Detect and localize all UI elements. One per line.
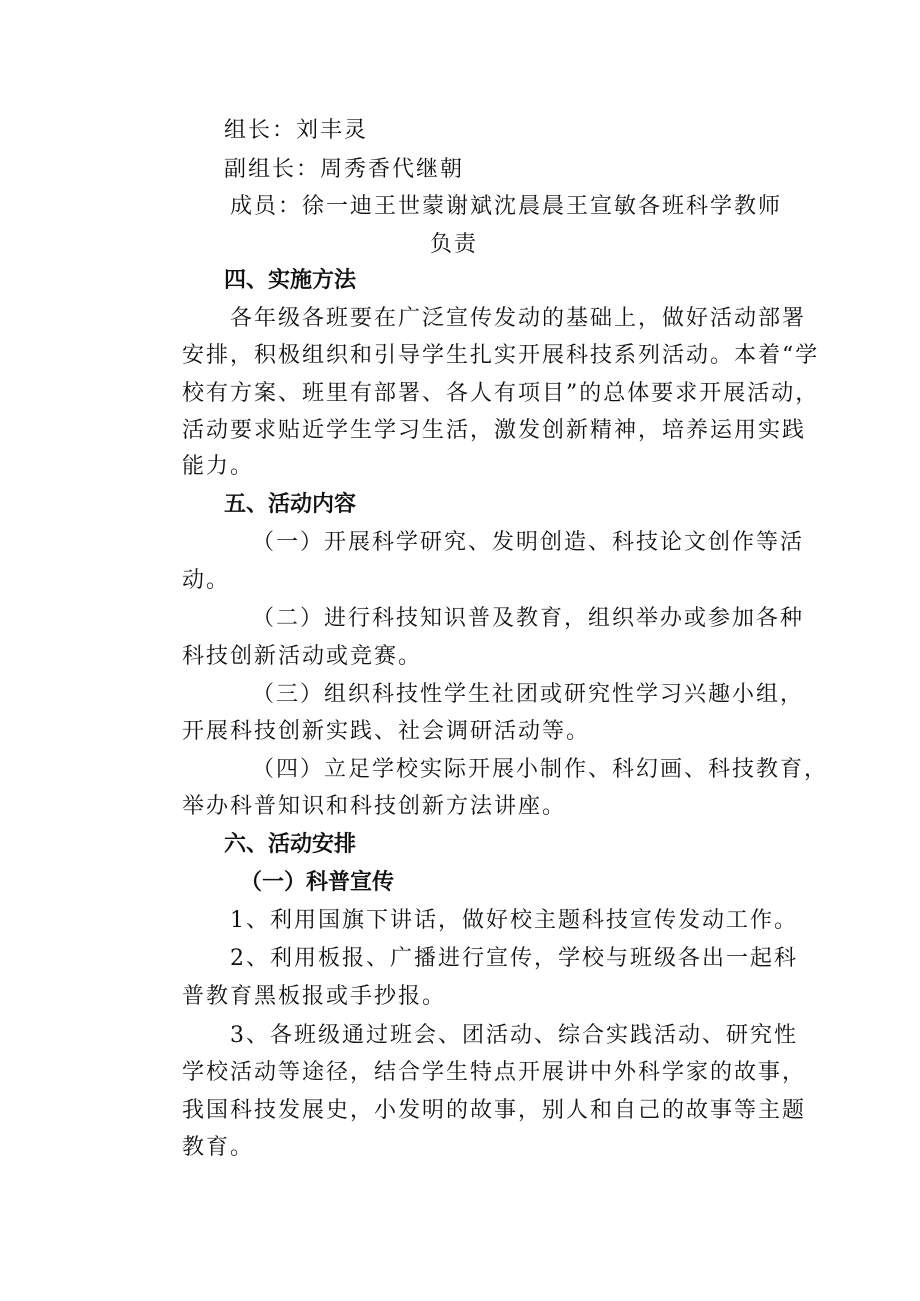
section-6-item-line: 2、利用板报、广播进行宣传，学校与班级各出一起科 [230,946,798,971]
members-line-1: 成员：徐一迪王世蒙谢斌沈晨晨王宣敏各班科学教师 [230,194,783,219]
section-5-item-line: 开展科技创新实践、社会调研活动等。 [182,719,591,744]
section-5-heading: 五、活动内容 [224,492,357,517]
section-6-item-line: 教育。 [182,1135,255,1160]
section-5-item-line: 举办科普知识和科技创新方法讲座。 [182,794,567,819]
members-line-2: 负责 [430,232,479,257]
section-6-item-line: 3、各班级通过班会、团活动、综合实践活动、研究性 [230,1023,798,1048]
section-6-item-line: 我国科技发展史，小发明的故事，别人和自己的故事等主题 [182,1098,807,1123]
section-5-item-line: 动。 [182,568,231,593]
section-4-heading: 四、实施方法 [224,268,357,293]
leader-line: 组长：刘丰灵 [224,118,369,143]
section-4-paragraph-line: 各年级各班要在广泛宣传发动的基础上，做好活动部署 [230,306,807,331]
section-4-paragraph-line: 能力。 [182,454,255,479]
section-6-item-line: 普教育黑板报或手抄报。 [182,984,447,1009]
section-6-item-line: 学校活动等途径，结合学生特点开展讲中外科学家的故事， [182,1060,807,1085]
section-5-item-line: 科技创新活动或竞赛。 [182,644,423,669]
section-6-item-line: 1、利用国旗下讲话，做好校主题科技宣传发动工作。 [230,908,798,933]
section-4-paragraph-line: 安排，积极组织和引导学生扎实开展科技系列活动。本着“学 [182,343,820,368]
section-4-paragraph-line: 校有方案、班里有部署、各人有项目”的总体要求开展活动， [182,381,820,406]
section-5-item-line: （四）立足学校实际开展小制作、科幻画、科技教育， [252,757,829,782]
deputy-leader-line: 副组长：周秀香代继朝 [224,157,465,182]
section-6-subheading: （一）科普宣传 [240,870,395,895]
section-5-item-line: （三）组织科技性学生社团或研究性学习兴趣小组， [252,682,805,707]
section-5-item-line: （二）进行科技知识普及教育，组织举办或参加各种 [252,606,805,631]
section-4-paragraph-line: 活动要求贴近学生学习生活，激发创新精神，培养运用实践 [182,418,807,443]
section-5-item-line: （一）开展科学研究、发明创造、科技论文创作等活 [252,530,805,555]
section-6-heading: 六、活动安排 [224,832,357,857]
